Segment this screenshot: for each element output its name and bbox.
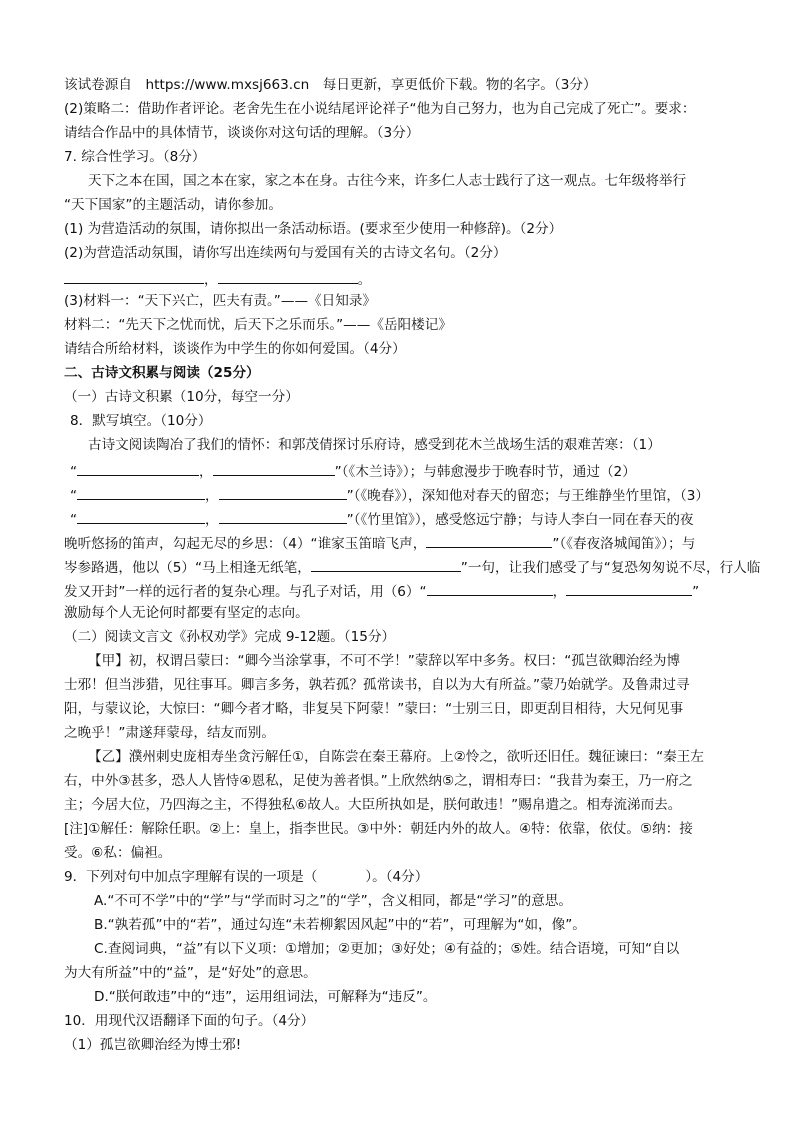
question-9-heading <box>64 868 428 886</box>
subquestion-text <box>64 340 406 358</box>
question-text-span: 材料二：“先天下之忧而忧，后天下之乐而乐。”——《岳阳楼记》 <box>64 317 452 333</box>
punctuation: “ <box>70 512 78 528</box>
paragraph-text <box>88 436 661 454</box>
question-text-span: 【乙】濮州刺史庞相寿坐贪污解任①，自陈尝在秦王幕府。上②怜之，欲听还旧任。魏征谏曰：“秦王左 <box>88 749 704 765</box>
classical-text-jia <box>64 724 275 742</box>
punctuation: “ <box>70 488 78 504</box>
question-text-span: 之晚乎！”肃遂拜蒙母，结友而别。 <box>64 725 275 741</box>
question-text-span: 天下之本在国，国之本在家，家之本在身。古往今来，许多仁人志士践行了这一观点。七年级将举行 <box>88 173 687 189</box>
question-text-span: 阳，与蒙议论，大惊曰：“卿今者才略，非复吴下阿蒙！”蒙曰：“士别三日，即更刮目相待，大兄何见事 <box>64 701 684 717</box>
option-c-continued <box>64 964 317 982</box>
punctuation: “ <box>70 464 78 480</box>
answer-blank[interactable] <box>77 460 199 476</box>
material-one <box>64 292 376 310</box>
answer-blank[interactable] <box>426 532 552 548</box>
section-two-heading <box>64 364 260 382</box>
punctuation: ， <box>204 272 218 288</box>
question-text-span: 7. 综合性学习。（8分） <box>64 149 206 165</box>
punctuation: ， <box>205 512 219 528</box>
option-b <box>94 916 586 934</box>
answer-blank[interactable] <box>219 484 347 500</box>
fill-blank-line <box>64 556 760 577</box>
fill-blank-line <box>70 508 694 529</box>
question-text-span: 请结合所给材料，谈谈作为中学生的你如何爱国。（4分） <box>64 341 406 357</box>
question-text-span: （一）古诗文积累（10分，每空一分） <box>64 389 299 405</box>
question-text-span: (3)材料一：“天下兴亡，匹夫有责。”——《日知录》 <box>64 293 377 309</box>
classical-text-jia <box>64 676 690 694</box>
question-10-item-1 <box>64 1036 241 1054</box>
material-two <box>64 316 452 334</box>
question-text-span: ”（《木兰诗》）；与韩愈漫步于晚春时节，通过（2） <box>334 464 636 480</box>
question-text-span: （二）阅读文言文《孙权劝学》完成 9-12题。（15分） <box>64 629 396 645</box>
fill-blank-line <box>70 484 709 505</box>
question-text-span: 请结合作品中的具体情节，谈谈你对这句话的理解。（3分） <box>64 125 420 141</box>
punctuation: ， <box>205 488 219 504</box>
classical-text-yi <box>64 772 692 790</box>
question-text-span: 晚听悠扬的笛声，勾起无尽的乡思：（4）“谁家玉笛暗飞声， <box>64 536 427 552</box>
question-text-span: 古诗文阅读陶冶了我们的情怀：和郭茂倩探讨乐府诗，感受到花木兰战场生活的艰难苦寒：（1） <box>88 437 661 453</box>
question-text-span: [注]①解任：解除任职。②上：皇上，指李世民。③中外：朝廷内外的故人。④特：依靠，依仗。⑤纳：接 <box>64 821 693 837</box>
answer-blank[interactable] <box>427 580 553 596</box>
annotation-notes <box>64 844 171 862</box>
classical-text-yi <box>64 796 681 814</box>
answer-blank[interactable] <box>64 268 204 284</box>
subquestion-text <box>64 244 507 262</box>
subsection-heading <box>64 388 299 406</box>
question-text-span: 【甲】初，权谓吕蒙曰：“卿今当涂掌事，不可不学！”蒙辞以军中多务。权曰：“孤岂欲卿治经为博 <box>88 653 681 669</box>
annotation-notes <box>64 820 693 838</box>
question-text-span: 10．用现代汉语翻译下面的句子。（4分） <box>64 1013 315 1029</box>
fill-blank-line <box>70 460 636 481</box>
answer-blank[interactable] <box>77 484 205 500</box>
answer-blank[interactable] <box>218 268 358 284</box>
question-text-span: (1) 为营造活动的氛围，请你拟出一条活动标语。(要求至少使用一种修辞)。（2分） <box>64 221 563 237</box>
question-text-span: ”（《竹里馆》），感受悠远宁静；与诗人李白一同在春天的夜 <box>346 512 694 528</box>
paragraph-text <box>88 172 686 190</box>
punctuation: ， <box>552 584 567 600</box>
answer-blank[interactable] <box>219 508 347 524</box>
answer-blank[interactable] <box>311 556 461 572</box>
question-text-span: 为大有所益”中的“益”，是“好处”的意思。 <box>64 965 317 981</box>
question-text-span: B.“孰若孤”中的“若”，通过勾连“未若柳絮因风起”中的“若”，可理解为“如，像”。 <box>94 917 586 933</box>
question-text-span: （1）孤岂欲卿治经为博士邪! <box>64 1037 242 1053</box>
question-text-span: 右，中外③甚多，恐人人皆恃④恩私，足使为善者惧。”上欣然纳⑤之，谓相寿曰：“我昔为秦王，乃一府之 <box>64 773 693 789</box>
answer-blank[interactable] <box>566 580 692 596</box>
source-header-line <box>64 76 597 94</box>
question-text-span: ）。（4分） <box>365 869 429 885</box>
question-text-span: ”（《晚春》），深知他对春天的留恋；与王维静坐竹里馆，（3） <box>346 488 709 504</box>
punctuation: ” <box>692 584 700 600</box>
question-text-span: 主；今居大位，乃四海之主，不得独私⑥故人。大臣所执如是，朕何敢违！”赐帛遣之。相寿流涕而去。 <box>64 797 682 813</box>
paragraph-text <box>64 196 282 214</box>
classical-text-jia <box>64 700 683 718</box>
fill-blank-line <box>64 532 695 553</box>
option-a <box>94 892 572 910</box>
question-text-span: 二、古诗文积累与阅读（25分） <box>64 365 260 381</box>
question-text-span: 激励每个人无论何时都要有坚定的志向。 <box>64 605 309 621</box>
question-text-span: 发又开封”一样的远行者的复杂心理。与孔子对话，用（6）“ <box>64 584 427 600</box>
subsection-heading <box>64 628 395 646</box>
question-text-span: (2)为营造活动氛围，请你写出连续两句与爱国有关的古诗文名句。（2分） <box>64 245 507 261</box>
question-text-span: ”一句，让我们感受了与“复恐匆匆说不尽，行人临 <box>460 560 761 576</box>
answer-blank-line <box>64 268 371 289</box>
classical-text-yi <box>88 748 704 766</box>
question-10-heading <box>64 1012 314 1030</box>
question-text-span: (2)策略二：借助作者评论。老舍先生在小说结尾评论祥子“他为自己努力，也为自己完成了死亡”。要求： <box>64 101 696 117</box>
answer-blank[interactable] <box>77 508 205 524</box>
punctuation: ， <box>199 464 213 480</box>
question-text-span: 士邪！但当涉猎，见往事耳。卿言多务，孰若孤？孤常读书，自以为大有所益。”蒙乃始就学。及鲁肃过寻 <box>64 677 690 693</box>
question-text-span: ”（《春夜洛城闻笛》）；与 <box>552 536 696 552</box>
question-text <box>64 124 419 142</box>
classical-text-jia <box>88 652 680 670</box>
paragraph-text <box>64 604 309 622</box>
question-text-span: “天下国家”的主题活动，请你参加。 <box>64 197 282 213</box>
question-text <box>64 100 695 118</box>
fill-blank-line <box>64 580 699 601</box>
question-text-span: D.“朕何敢违”中的“违”，运用组词法，可解释为“违反”。 <box>94 989 437 1005</box>
source-header-text: 该试卷源自 https://www.mxsj663.cn 每日更新，享更低价下载。物的名字。（3分） <box>64 77 597 93</box>
question-text-span: 9．下列对句中加点字理解有误的一项是（ <box>64 869 318 885</box>
subquestion-text <box>64 220 562 238</box>
question-7-heading <box>64 148 205 166</box>
question-text-span: C.查阅词典，“益”有以下义项：①增加；②更加；③好处；④有益的；⑤姓。结合语境，可知“自以 <box>94 941 680 957</box>
option-d <box>94 988 437 1006</box>
punctuation: 。 <box>357 272 372 288</box>
question-text-span: 岑参路遇，他以（5）“马上相逢无纸笔， <box>64 560 311 576</box>
option-c <box>94 940 679 958</box>
question-text-span: A.“不可不学”中的“学”与“学而时习之”的“学”，含义相同，都是“学习”的意思。 <box>94 893 573 909</box>
answer-blank[interactable] <box>213 460 335 476</box>
question-text-span: 8．默写填空。（10分） <box>70 413 212 429</box>
question-8-heading <box>70 412 212 430</box>
question-text-span: 受。⑥私：偏袒。 <box>64 845 172 861</box>
